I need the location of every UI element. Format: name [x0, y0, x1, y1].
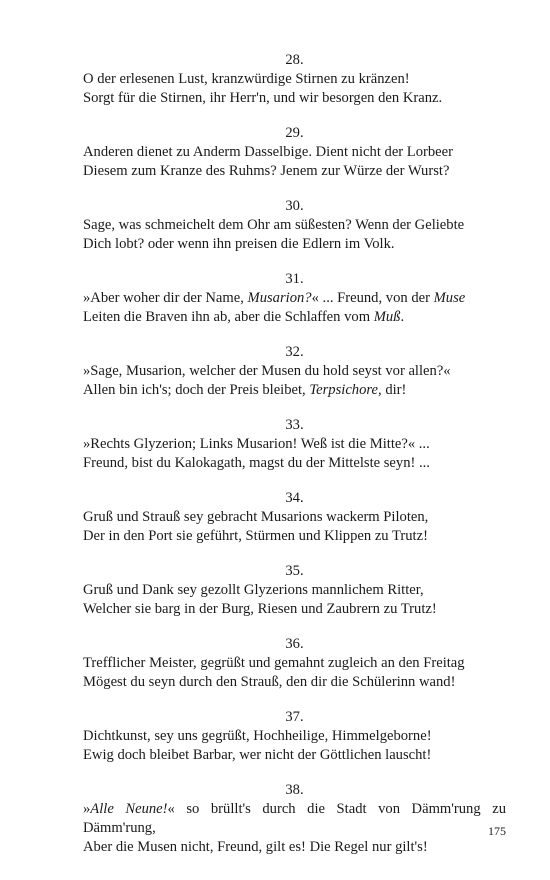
verse-line	[83, 454, 506, 473]
verse-line	[83, 727, 506, 746]
text-run: Gruß und Dank sey gezollt Glyzerions mannlichem Ritter,	[83, 582, 424, 598]
italic-text: Muß	[373, 309, 401, 325]
stanza	[83, 781, 506, 857]
text-run: Dich lobt? oder wenn ihn preisen die Edlern im Volk.	[83, 236, 395, 252]
text-run: dir!	[381, 382, 407, 398]
italic-text: Terpsichore,	[309, 382, 382, 398]
text-run: »Rechts Glyzerion; Links Musarion! Weß ist die Mitte?« ...	[83, 436, 430, 452]
text-run: Ewig doch bleibet Barbar, wer nicht der Göttlichen lauscht!	[83, 747, 432, 763]
verse-line	[83, 143, 506, 162]
stanza	[83, 489, 506, 546]
text-run: « ... Freund, von der	[311, 290, 434, 306]
stanza	[83, 51, 506, 108]
verse-line	[83, 673, 506, 692]
text-run: Diesem zum Kranze des Ruhms? Jenem zur Würze der Wurst?	[83, 163, 450, 179]
text-run: « so brüllt's durch die Stadt von Dämm'rung zu Dämm'rung,	[83, 801, 506, 836]
text-run: Freund, bist du Kalokagath, magst du der Mittelste seyn! ...	[83, 455, 430, 471]
verse-line	[83, 654, 506, 673]
text-run: Dichtkunst, sey uns gegrüßt, Hochheilige, Himmelgeborne!	[83, 728, 432, 744]
stanza-number: 30.	[285, 198, 304, 214]
stanza-number: 29.	[285, 125, 304, 141]
text-run: Leiten die Braven ihn ab, aber die Schlaffen vom	[83, 309, 374, 325]
text-run: Aber die Musen nicht, Freund, gilt es! Die Regel nur gilt's!	[83, 839, 428, 855]
text-run: »Sage, Musarion, welcher der Musen du hold seyst vor allen?«	[83, 363, 451, 379]
stanza	[83, 270, 506, 327]
text-run: Der in den Port sie geführt, Stürmen und Klippen zu Trutz!	[83, 528, 428, 544]
verse-line	[83, 435, 506, 454]
verse-line	[83, 746, 506, 765]
stanza-number: 35.	[285, 563, 304, 579]
italic-text: Musarion?	[247, 290, 312, 306]
stanza-number: 37.	[285, 709, 304, 725]
stanza	[83, 416, 506, 473]
page-body	[83, 51, 506, 873]
text-run: Trefflicher Meister, gegrüßt und gemahnt zugleich an den Freitag	[83, 655, 465, 671]
text-run: Mögest du seyn durch den Strauß, den dir die Schülerinn wand!	[83, 674, 456, 690]
stanza	[83, 343, 506, 400]
verse-line	[83, 800, 506, 838]
text-run: »Aber woher dir der Name,	[83, 290, 248, 306]
stanza	[83, 708, 506, 765]
verse-line	[83, 527, 506, 546]
stanza-number: 32.	[285, 344, 304, 360]
text-run: Anderen dienet zu Anderm Dasselbige. Dient nicht der Lorbeer	[83, 144, 453, 160]
verse-line	[83, 70, 506, 89]
stanza	[83, 562, 506, 619]
text-run: Welcher sie barg in der Burg, Riesen und Zaubrern zu Trutz!	[83, 601, 437, 617]
verse-line	[83, 600, 506, 619]
italic-text: Muse	[433, 290, 466, 306]
verse-line	[83, 162, 506, 181]
verse-line	[83, 289, 506, 308]
verse-line	[83, 381, 506, 400]
text-run: »	[83, 801, 91, 817]
stanza	[83, 197, 506, 254]
text-run: Sorgt für die Stirnen, ihr Herr'n, und wir besorgen den Kranz.	[83, 90, 443, 106]
text-run: Allen bin ich's; doch der Preis bleibet,	[83, 382, 310, 398]
stanza-number: 34.	[285, 490, 304, 506]
verse-line	[83, 508, 506, 527]
text-run: .	[400, 309, 405, 325]
text-run: Gruß und Strauß sey gebracht Musarions wackerm Piloten,	[83, 509, 429, 525]
stanza-number: 28.	[285, 52, 304, 68]
verse-line	[83, 235, 506, 254]
verse-line	[83, 216, 506, 235]
stanza-number: 33.	[285, 417, 304, 433]
stanza-number: 31.	[285, 271, 304, 287]
page-number: 175	[488, 824, 506, 838]
stanza-number: 38.	[285, 782, 304, 798]
verse-line	[83, 362, 506, 381]
text-run: Sage, was schmeichelt dem Ohr am süßesten? Wenn der Geliebte	[83, 217, 465, 233]
text-run: O der erlesenen Lust, kranzwürdige Stirnen zu kränzen!	[83, 71, 410, 87]
stanza-number: 36.	[285, 636, 304, 652]
italic-text: Alle Neune!	[90, 801, 168, 817]
verse-line	[83, 838, 506, 857]
verse-line	[83, 89, 506, 108]
verse-line	[83, 581, 506, 600]
stanza	[83, 635, 506, 692]
stanza	[83, 124, 506, 181]
verse-line	[83, 308, 506, 327]
